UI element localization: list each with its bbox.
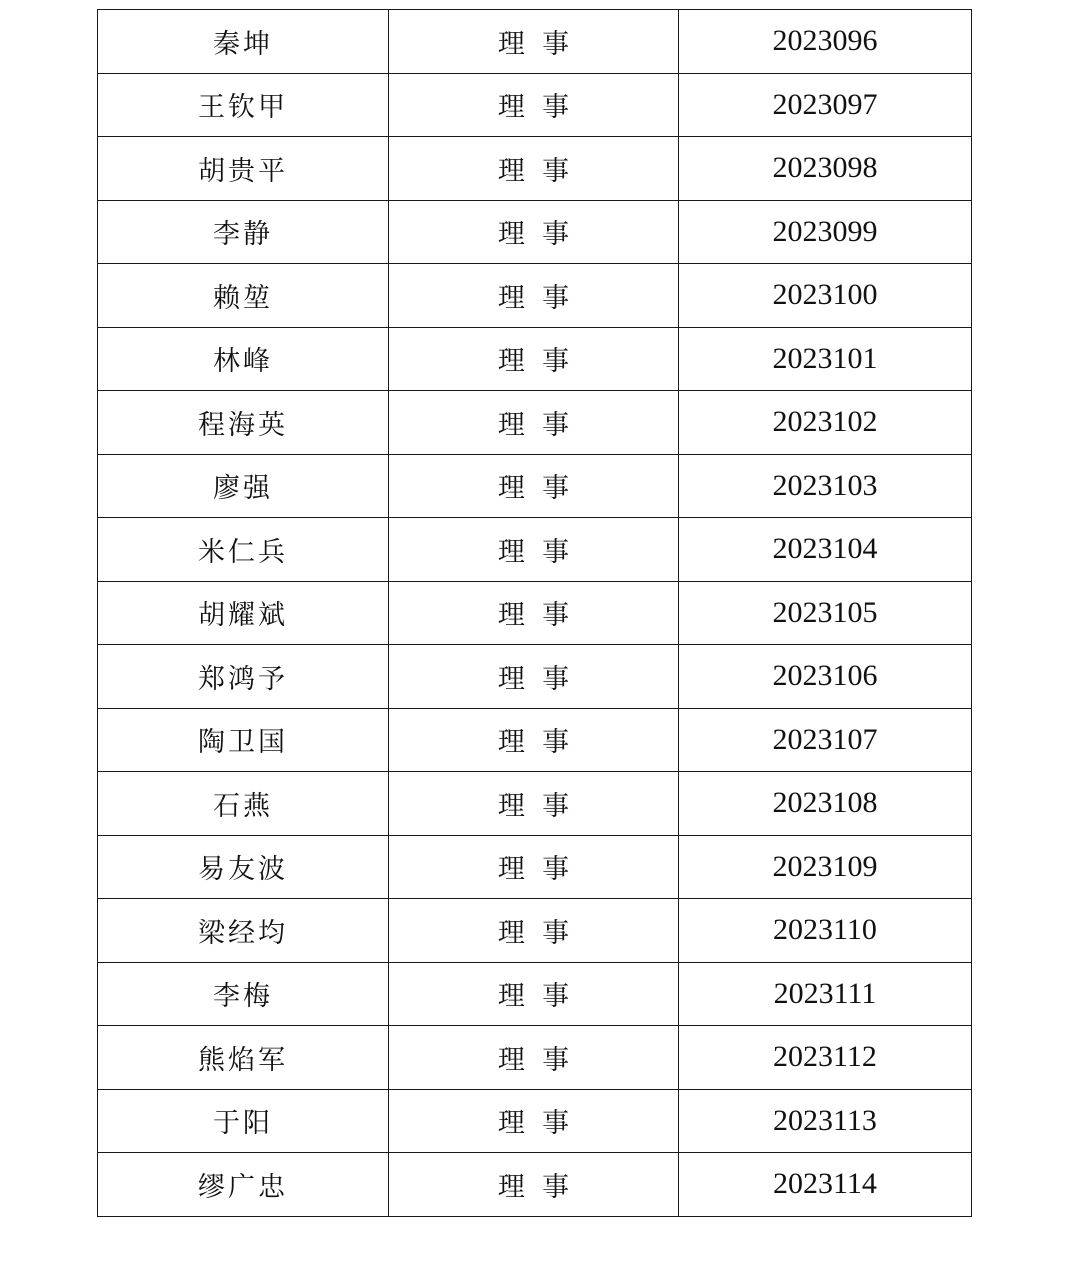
member-role-cell: 理 事 bbox=[389, 1153, 679, 1217]
member-role-cell: 理 事 bbox=[389, 1026, 679, 1090]
member-name-cell: 于阳 bbox=[98, 1089, 389, 1153]
member-role-cell: 理 事 bbox=[389, 454, 679, 518]
table-row bbox=[98, 899, 972, 963]
member-name-cell: 梁经均 bbox=[98, 899, 389, 963]
table-row bbox=[98, 264, 972, 328]
member-number-cell: 2023102 bbox=[679, 391, 972, 455]
member-role-cell: 理 事 bbox=[389, 518, 679, 582]
member-name-cell: 秦坤 bbox=[98, 10, 389, 74]
member-name-cell: 胡贵平 bbox=[98, 137, 389, 201]
member-role-cell: 理 事 bbox=[389, 1089, 679, 1153]
member-role-cell: 理 事 bbox=[389, 581, 679, 645]
table-row bbox=[98, 772, 972, 836]
member-name-cell: 缪广忠 bbox=[98, 1153, 389, 1217]
member-name-cell: 郑鸿予 bbox=[98, 645, 389, 709]
member-role-cell: 理 事 bbox=[389, 264, 679, 328]
table-row bbox=[98, 137, 972, 201]
table-row bbox=[98, 454, 972, 518]
table-row bbox=[98, 581, 972, 645]
member-table-body bbox=[98, 10, 972, 1217]
member-number-cell: 2023096 bbox=[679, 10, 972, 74]
table-row bbox=[98, 1026, 972, 1090]
member-number-cell: 2023108 bbox=[679, 772, 972, 836]
table-row bbox=[98, 645, 972, 709]
member-number-cell: 2023104 bbox=[679, 518, 972, 582]
table-row bbox=[98, 10, 972, 74]
member-role-cell: 理 事 bbox=[389, 73, 679, 137]
member-role-cell: 理 事 bbox=[389, 772, 679, 836]
member-name-cell: 陶卫国 bbox=[98, 708, 389, 772]
member-name-cell: 李静 bbox=[98, 200, 389, 264]
member-name-cell: 林峰 bbox=[98, 327, 389, 391]
member-name-cell: 熊焰军 bbox=[98, 1026, 389, 1090]
member-role-cell: 理 事 bbox=[389, 708, 679, 772]
member-number-cell: 2023101 bbox=[679, 327, 972, 391]
member-role-cell: 理 事 bbox=[389, 835, 679, 899]
table-row bbox=[98, 327, 972, 391]
table-row bbox=[98, 1153, 972, 1217]
member-role-cell: 理 事 bbox=[389, 962, 679, 1026]
member-number-cell: 2023099 bbox=[679, 200, 972, 264]
member-role-cell: 理 事 bbox=[389, 10, 679, 74]
table-row bbox=[98, 73, 972, 137]
member-number-cell: 2023112 bbox=[679, 1026, 972, 1090]
member-name-cell: 程海英 bbox=[98, 391, 389, 455]
member-name-cell: 王钦甲 bbox=[98, 73, 389, 137]
document-page bbox=[97, 9, 971, 1217]
table-row bbox=[98, 200, 972, 264]
member-number-cell: 2023113 bbox=[679, 1089, 972, 1153]
member-name-cell: 米仁兵 bbox=[98, 518, 389, 582]
table-row bbox=[98, 962, 972, 1026]
member-name-cell: 李梅 bbox=[98, 962, 389, 1026]
member-name-cell: 赖堃 bbox=[98, 264, 389, 328]
table-row bbox=[98, 835, 972, 899]
table-row bbox=[98, 518, 972, 582]
member-role-cell: 理 事 bbox=[389, 645, 679, 709]
member-number-cell: 2023110 bbox=[679, 899, 972, 963]
member-role-cell: 理 事 bbox=[389, 899, 679, 963]
member-number-cell: 2023114 bbox=[679, 1153, 972, 1217]
table-row bbox=[98, 708, 972, 772]
member-number-cell: 2023097 bbox=[679, 73, 972, 137]
table-row bbox=[98, 1089, 972, 1153]
member-name-cell: 易友波 bbox=[98, 835, 389, 899]
member-number-cell: 2023109 bbox=[679, 835, 972, 899]
member-role-cell: 理 事 bbox=[389, 327, 679, 391]
member-role-cell: 理 事 bbox=[389, 391, 679, 455]
member-number-cell: 2023098 bbox=[679, 137, 972, 201]
member-number-cell: 2023107 bbox=[679, 708, 972, 772]
member-number-cell: 2023111 bbox=[679, 962, 972, 1026]
member-number-cell: 2023106 bbox=[679, 645, 972, 709]
member-name-cell: 廖强 bbox=[98, 454, 389, 518]
member-name-cell: 石燕 bbox=[98, 772, 389, 836]
member-number-cell: 2023103 bbox=[679, 454, 972, 518]
member-role-cell: 理 事 bbox=[389, 137, 679, 201]
member-role-cell: 理 事 bbox=[389, 200, 679, 264]
table-row bbox=[98, 391, 972, 455]
member-number-cell: 2023100 bbox=[679, 264, 972, 328]
member-table bbox=[97, 9, 972, 1217]
member-name-cell: 胡耀斌 bbox=[98, 581, 389, 645]
member-number-cell: 2023105 bbox=[679, 581, 972, 645]
